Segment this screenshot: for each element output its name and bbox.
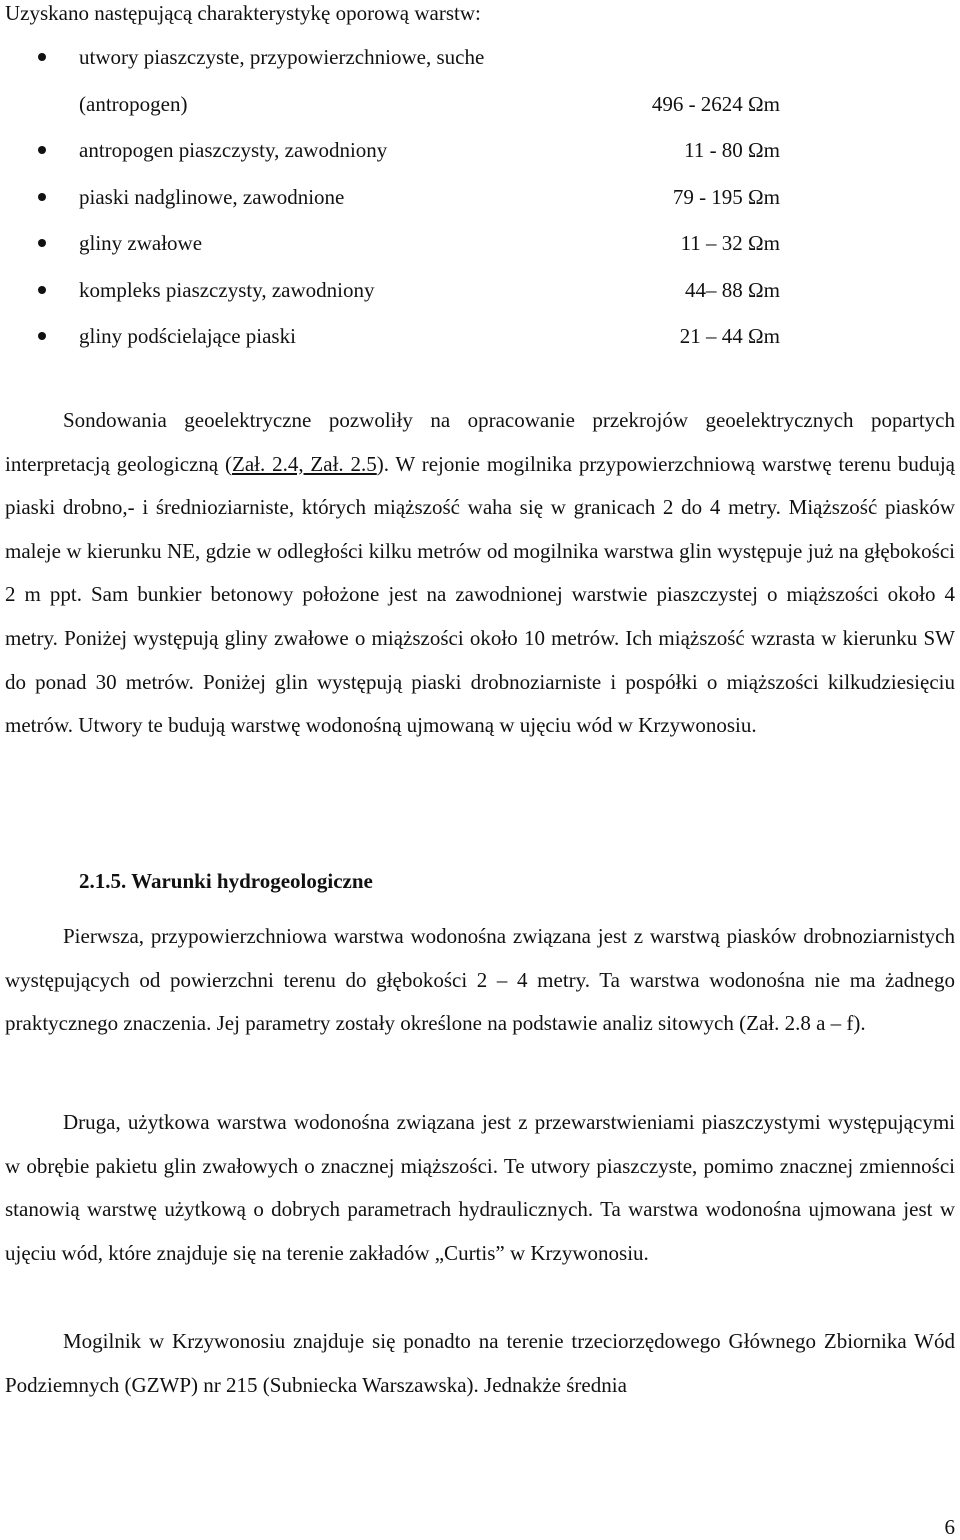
- layer-label: gliny zwałowe: [79, 231, 203, 255]
- layer-label: antropogen piaszczysty, zawodniony: [79, 138, 388, 162]
- bullet-icon: [38, 146, 46, 154]
- resistivity-range: 11 – 32 Ωm: [680, 231, 780, 255]
- list-item: [0, 34, 960, 81]
- layer-label: (antropogen): [79, 91, 188, 116]
- paragraph-geoelectric: [5, 399, 955, 748]
- paragraph-text: ). W rejonie mogilnika przypowierzchniową warstwę terenu budują piaski drobno,- i średnioziarniste, których miąższość waha się w granicach 2 do 4 metry. Miąższość piasków maleje w kierunku NE, gdzie w odległości kilku metrów od mogilnika warstwa glin występuje już na głębokości 2 m ppt. Sam bunkier betonowy położone jest na zawodnionej warstwie piaszczystej o miąższości około 4 metry. Poniżej występują gliny zwałowe o miąższości około 10 metrów. Ich miąższość wzrasta w kierunku SW do ponad 30 metrów. Poniżej glin występują piaski drobnoziarniste i pospółki o miąższości kilkudziesięciu metrów. Utwory te budują warstwę wodonośną ujmowaną w ujęciu wód w Krzywonosiu.: [5, 451, 955, 738]
- list-item: [0, 127, 960, 174]
- resistivity-range: 79 - 195 Ωm: [672, 184, 780, 209]
- list-item: [0, 267, 960, 314]
- paragraph-gzwp: Mogilnik w Krzywonosiu znajduje się ponadto na terenie trzeciorzędowego Głównego Zbiornika Wód Podziemnych (GZWP) nr 215 (Subniecka Warszawska). Jednakże średnia: [5, 1329, 955, 1397]
- bullet-icon: [38, 193, 46, 201]
- layer-label: utwory piaszczyste, przypowierzchniowe, suche: [79, 45, 485, 69]
- list-item: [0, 81, 960, 128]
- resistivity-list: [0, 34, 960, 360]
- section-heading: 2.1.5. Warunki hydrogeologiczne: [79, 869, 373, 893]
- intro-text: Uzyskano następującą charakterystykę oporową warstw:: [5, 1, 481, 25]
- paragraph-text: Sondowania geoelektryczne pozwoliły na opracowanie przekrojów geoelektrycznych popartych interpretacją geologiczną (: [5, 408, 955, 476]
- resistivity-range: 44– 88 Ωm: [685, 277, 780, 302]
- bullet-icon: [38, 286, 46, 294]
- list-item: [0, 313, 960, 360]
- paragraph-second-aquifer: Druga, użytkowa warstwa wodonośna związana jest z przewarstwieniami piaszczystymi występującymi w obrębie pakietu glin zwałowych o znacznej miąższości. Te utwory piaszczyste, pomimo znacznej zmienności stanowią warstwę użytkową o dobrych parametrach hydraulicznych. Ta warstwa wodonośna ujmowana jest w ujęciu wód, które znajduje się na terenie zakładów „Curtis” w Krzywonosiu.: [5, 1110, 955, 1265]
- page-number: 6: [944, 1515, 955, 1539]
- list-item: [0, 220, 960, 267]
- layer-label: kompleks piaszczysty, zawodniony: [79, 277, 375, 302]
- layer-label: gliny podścielające piaski: [79, 324, 296, 348]
- resistivity-range: 21 – 44 Ωm: [679, 324, 780, 348]
- bullet-icon: [38, 239, 46, 247]
- bullet-icon: [38, 53, 46, 61]
- resistivity-range: 496 - 2624 Ωm: [651, 91, 780, 116]
- paragraph-first-aquifer: Pierwsza, przypowierzchniowa warstwa wodonośna związana jest z warstwą piasków drobnoziarnistych występujących od powierzchni terenu do głębokości 2 – 4 metry. Ta warstwa wodonośna nie ma żadnego praktycznego znaczenia. Jej parametry zostały określone na podstawie analiz sitowych (Zał. 2.8 a – f).: [5, 924, 955, 1036]
- layer-label: piaski nadglinowe, zawodnione: [79, 184, 345, 209]
- resistivity-range: 11 - 80 Ωm: [684, 138, 780, 162]
- bullet-icon: [38, 332, 46, 340]
- annex-reference: Zał. 2.4, Zał. 2.5: [232, 451, 377, 476]
- list-item: [0, 174, 960, 221]
